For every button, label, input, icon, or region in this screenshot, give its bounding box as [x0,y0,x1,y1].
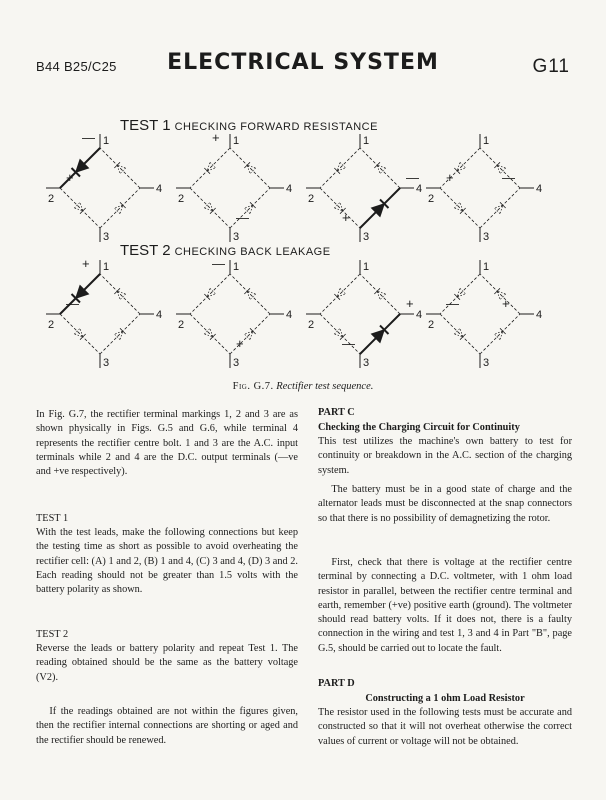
part-c-title: Checking the Charging Circuit for Continuity [318,422,520,433]
diagram-5-sign-b: + [236,336,244,351]
model-header: B44 B25/C25 [36,59,117,74]
diagram-5-edge-0 [190,274,230,314]
test1-label: TEST 1 [120,117,171,134]
diagram-6-label-2: 2 [308,319,315,331]
part-c-paragraph-3: First, check that there is voltage at the rectifier centre terminal by connecting a D.C. voltmeter, with 1 ohm load resistor in parallel, between the rectifier centre terminal and earth, remember (+ve) positive earth (ground). The voltmeter should read battery volts. If it does not, there is a faulty connection in the wiring and test 1, 3 and 4 in Part "B", page G.5, should be carried out to locate the fault. [318,557,572,654]
part-c-text: This test utilizes the machine's own battery to test for continuity or breakdown in the A.C. section of the charging system. [318,436,572,476]
diagram-7-label-1: 1 [483,261,490,273]
diagram-3-label-3: 3 [483,231,490,243]
diagram-6-edge-0 [320,274,360,314]
diagram-2-sign-b: — [406,170,419,185]
diagram-5-label-4: 4 [286,309,293,321]
diagram-5-label-3: 3 [233,357,240,369]
diagram-6-edge-3 [360,274,400,314]
diagram-1-label-1: 1 [233,135,240,147]
diagram-1-label-4: 4 [286,183,293,195]
diagram-4-sign-b: — [66,296,79,311]
diagram-7-label-2: 2 [428,319,435,331]
diagram-6-sign-b: + [406,296,414,311]
diagram-5-edge-1 [190,314,230,354]
diagram-7-edge-3 [480,274,520,314]
diagram-3-edge-2 [480,188,520,228]
diagram-1-label-2: 2 [178,193,185,205]
diagram-2-edge-1 [320,188,360,228]
diagram-1-label-3: 3 [233,231,240,243]
diagram-7-label-4: 4 [536,309,543,321]
test1-heading: TEST 1 [36,513,69,524]
diagram-2-label-3: 3 [363,231,370,243]
rectifier-diagrams [0,0,606,380]
test1-text: With the test leads, make the following connections but keep the testing time as short as possible to avoid overheating the rectifier cell: (A) 1 and 2, (B) 1 and 4, (C) 3 and 4, (D) 3 and 2. Each reading should not be greater than 1.5 volts with the battery polarity as shown. [36,527,298,596]
diagram-6-label-1: 1 [363,261,370,273]
test2-subtitle: CHECKING BACK LEAKAGE [174,246,331,258]
part-c-heading: PART C [318,407,355,418]
diagram-6-label-3: 3 [363,357,370,369]
diagram-0-sign-b: + [66,170,74,185]
diagram-7-label-3: 3 [483,357,490,369]
diagram-7-sign-a: + [502,296,510,311]
page-title: ELECTRICAL SYSTEM [167,50,439,75]
diagram-0-edge-1 [60,188,100,228]
diagram-7-edge-2 [480,314,520,354]
figure-number: Fig. G.7. [232,381,274,392]
part-c-paragraph-2: The battery must be in a good state of charge and the alternator leads must be disconnected at the snap connectors so that there is no possibility of demagnetizing the rotor. [318,484,572,524]
diagram-0-label-3: 3 [103,231,110,243]
part-d-title: Constructing a 1 ohm Load Resistor [365,693,525,704]
diagram-2-label-1: 1 [363,135,370,147]
test2-text: Reverse the leads or battery polarity and repeat Test 1. The reading obtained should be the same as the battery voltage (V2). [36,643,298,683]
diagram-5-label-2: 2 [178,319,185,331]
diagram-4-edge-3 [100,274,140,314]
diagram-2-edge-3 [360,148,400,188]
diagram-3-edge-1 [440,188,480,228]
diagram-4-label-1: 1 [103,261,110,273]
diagram-1-sign-a: + [212,130,220,145]
diagram-6-label-4: 4 [416,309,423,321]
diagram-3-label-1: 1 [483,135,490,147]
test2-label: TEST 2 [120,242,171,259]
diagram-0-label-1: 1 [103,135,110,147]
diagram-3-label-4: 4 [536,183,543,195]
diagram-7-edge-1 [440,314,480,354]
figure-caption-text: Rectifier test sequence. [276,381,374,392]
diagram-6-sign-a: — [342,336,355,351]
diagram-5-sign-a: — [212,256,225,271]
diagram-1-edge-0 [190,148,230,188]
diagram-2-label-4: 4 [416,183,423,195]
diagram-4-label-2: 2 [48,319,55,331]
page-number: G11 [532,56,570,77]
diagram-2-label-2: 2 [308,193,315,205]
diagram-2-sign-a: + [342,210,350,225]
intro-paragraph: In Fig. G.7, the rectifier terminal markings 1, 2 and 3 are as shown physically in Figs. G.5 and G.6, while terminal 4 represents the rectifier centre bolt. 1 and 3 are the A.C. input terminals while 2 and 4 are the D.C. output terminals (—ve and +ve respectively). [36,409,298,478]
test1-subtitle: CHECKING FORWARD RESISTANCE [174,121,378,133]
final-paragraph: If the readings obtained are not within the figures given, then the rectifier internal connections are shorting or aged and the rectifier should be renewed. [36,706,298,746]
diagram-1-edge-1 [190,188,230,228]
diagram-5-label-1: 1 [233,261,240,273]
diagram-0-label-2: 2 [48,193,55,205]
test2-heading: TEST 2 [36,629,69,640]
diagram-0-edge-3 [100,148,140,188]
diagram-0-label-4: 4 [156,183,163,195]
diagram-4-edge-1 [60,314,100,354]
diagram-4-sign-a: + [82,256,90,271]
diagram-1-sign-b: — [236,210,249,225]
diagram-1-edge-3 [230,148,270,188]
diagram-7-sign-b: — [446,296,459,311]
diagram-4-edge-2 [100,314,140,354]
part-d-heading: PART D [318,678,355,689]
part-d-text: The resistor used in the following tests must be accurate and constructed so that it will not overheat otherwise the correct values of current or voltage will not be obtained. [318,707,572,747]
figure-caption [0,381,606,392]
diagram-3-sign-a: — [502,170,515,185]
diagram-4-label-3: 3 [103,357,110,369]
diagram-5-edge-3 [230,274,270,314]
diagram-4-label-4: 4 [156,309,163,321]
diagram-3-label-2: 2 [428,193,435,205]
diagram-3-sign-b: + [446,170,454,185]
diagram-0-edge-2 [100,188,140,228]
diagram-2-edge-0 [320,148,360,188]
diagram-0-sign-a: — [82,130,95,145]
